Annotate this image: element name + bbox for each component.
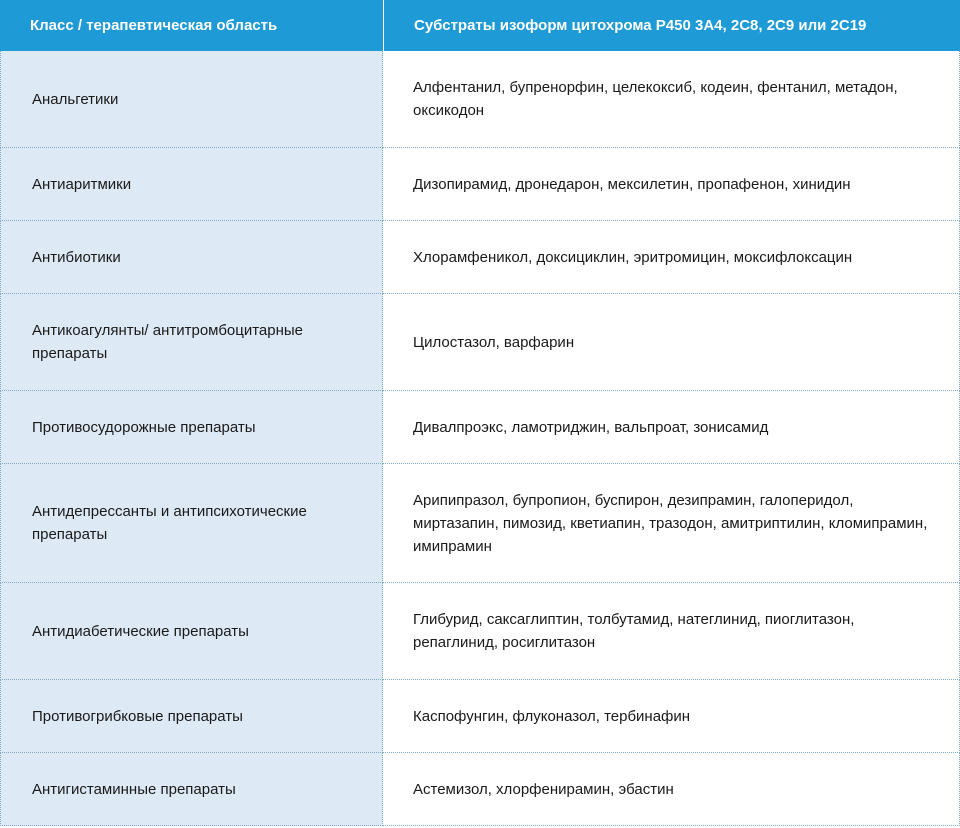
class-cell: Антиаритмики bbox=[0, 148, 383, 221]
table-row bbox=[0, 680, 960, 753]
substrates-cell: Хлорамфеникол, доксициклин, эритромицин, моксифлоксацин bbox=[383, 221, 960, 294]
substrates-cell: Дивалпроэкс, ламотриджин, вальпроат, зонисамид bbox=[383, 391, 960, 464]
table-row bbox=[0, 148, 960, 221]
table-row bbox=[0, 51, 960, 148]
table-row bbox=[0, 583, 960, 680]
substrates-cell: Цилостазол, варфарин bbox=[383, 294, 960, 391]
table-row bbox=[0, 753, 960, 826]
table-header-row bbox=[0, 0, 960, 51]
table-row bbox=[0, 221, 960, 294]
class-cell: Противосудорожные препараты bbox=[0, 391, 383, 464]
substrates-cell: Глибурид, саксаглиптин, толбутамид, натеглинид, пиоглитазон, репаглинид, росиглитазон bbox=[383, 583, 960, 680]
substrates-cell: Астемизол, хлорфенирамин, эбастин bbox=[383, 753, 960, 826]
substrates-cell: Арипипразол, бупропион, буспирон, дезипрамин, галоперидол, миртазапин, пимозид, кветиапин, тразодон, амитриптилин, кломипрамин, имипрамин bbox=[383, 464, 960, 583]
class-cell: Антикоагулянты/ антитромбоцитарные препараты bbox=[0, 294, 383, 391]
class-cell: Антидепрессанты и антипсихотические препараты bbox=[0, 464, 383, 583]
class-cell: Антидиабетические препараты bbox=[0, 583, 383, 680]
class-cell: Анальгетики bbox=[0, 51, 383, 148]
header-substrates: Субстраты изоформ цитохрома P450 3A4, 2C8, 2C9 или 2C19 bbox=[383, 0, 960, 51]
table-row bbox=[0, 391, 960, 464]
class-cell: Антибиотики bbox=[0, 221, 383, 294]
table-row bbox=[0, 464, 960, 583]
table-row bbox=[0, 294, 960, 391]
header-class: Класс / терапевтическая область bbox=[0, 0, 383, 51]
class-cell: Антигистаминные препараты bbox=[0, 753, 383, 826]
class-cell: Противогрибковые препараты bbox=[0, 680, 383, 753]
substrates-cell: Каспофунгин, флуконазол, тербинафин bbox=[383, 680, 960, 753]
substrates-cell: Дизопирамид, дронедарон, мексилетин, пропафенон, хинидин bbox=[383, 148, 960, 221]
substrates-cell: Алфентанил, бупренорфин, целекоксиб, кодеин, фентанил, метадон, оксикодон bbox=[383, 51, 960, 148]
